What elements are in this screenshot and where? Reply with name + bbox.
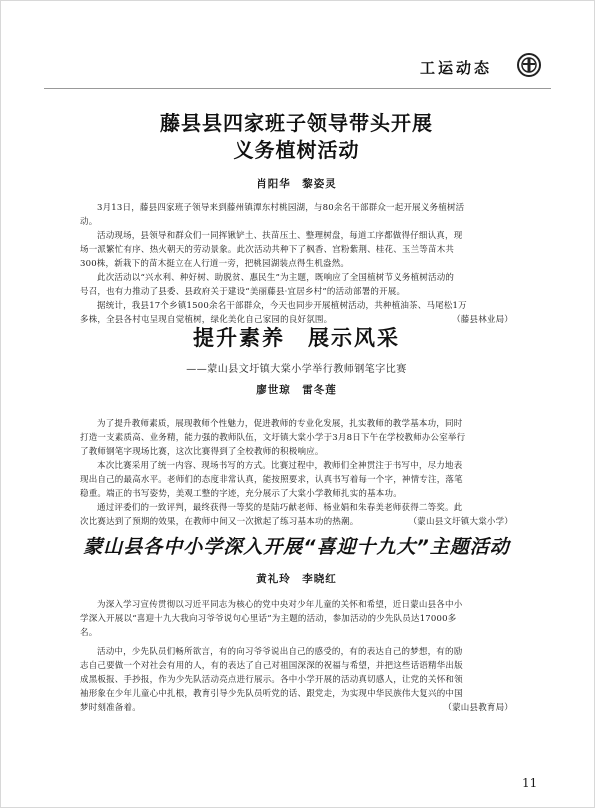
body-line: 本次比赛采用了统一内容、现场书写的方式。比赛过程中，教师们全神贯注于书写中，尽力地表 bbox=[97, 461, 463, 471]
body-line: 此次活动以“兴水利、种好树、助脱贫、惠民生”为主题，既响应了全国植树节义务植树活动的 bbox=[97, 273, 455, 283]
body-line: 现出自己的最高水平。老师们的态度非常认真，能按照要求，认真书写着每一个字，神情专注，落笔 bbox=[80, 475, 463, 485]
article-authors: 廖世琼 雷冬莲 bbox=[256, 384, 337, 396]
header-rule bbox=[44, 88, 551, 89]
article-source: （蒙山县教育局） bbox=[443, 703, 513, 713]
article-source: （藤县林业局） bbox=[452, 315, 513, 325]
body-line: 场一派繁忙有序、热火朝天的劳动景象。此次活动共种下了枫香、宫粉紫荆、桂花、玉兰等苗木共 bbox=[80, 245, 455, 255]
section-label: 工运动态 bbox=[420, 59, 493, 77]
body-line: 袖形象在少年儿童心中扎根，教育引导少先队员听党的话、跟党走，为实现中华民族伟大复兴的中国 bbox=[80, 689, 463, 699]
body-line: 3月13日，藤县四家班子领导来到藤州镇潭东村桃园湖，与80余名干部群众一起开展义务植树活 bbox=[97, 203, 465, 213]
body-line: 300株，新栽下的苗木挺立在人行道一旁，把桃园湖装点得生机盎然。 bbox=[80, 259, 350, 269]
article-title: 藤县县四家班子领导带头开展 bbox=[160, 111, 433, 135]
page-number: 11 bbox=[522, 776, 538, 790]
body-line: 活动中，少先队员们畅所欲言，有的向习爷爷说出自己的感受的，有的表达自己的梦想，有的励 bbox=[97, 647, 463, 657]
body-line: 为了提升教师素质，展现教师个性魅力，促进教师的专业化发展，扎实教师的教学基本功，同时 bbox=[97, 419, 463, 429]
body-line: 通过评委们的一致评判，最终获得一等奖的是陆巧献老师、杨业娟和朱春美老师获得二等奖。此 bbox=[97, 503, 463, 513]
body-line: 次比赛达到了预期的效果，在教师中间又一次掀起了练习基本功的热潮。 （蒙山县文圩镇大棠小学） bbox=[80, 517, 513, 527]
body-line: 稳重。端正的书写姿势，美观工整的字迹，充分展示了大棠小学教师扎实的基本功。 bbox=[80, 489, 402, 499]
article-title: 义务植树活动 bbox=[233, 138, 360, 162]
article-title: 提升素养 展示风采 bbox=[193, 326, 400, 350]
body-line: 成黑板报、手抄报，作为少先队活动亮点进行展示。各中小学开展的活动真切感人，让党的关怀和领 bbox=[80, 675, 463, 685]
body-line: 学深入开展以“喜迎十九大我向习爷爷说句心里话”为主题的活动，参加活动的少先队员达17000多 bbox=[80, 614, 457, 624]
body-line: 了教师钢笔字现场比赛，这次比赛得到了全校教师的积极响应。 bbox=[80, 447, 324, 457]
body-line: 多株，全县各村屯呈现自觉植树，绿化美化自己家园的良好氛围。 （藤县林业局） bbox=[80, 315, 513, 325]
body-line: 名。 bbox=[80, 628, 98, 638]
article-authors: 黄礼玲 李晓红 bbox=[256, 573, 337, 585]
union-emblem-icon bbox=[517, 53, 541, 77]
body-line: 号召，也有力推动了县委、县政府关于建设“美丽藤县·宜居乡村”的活动部署的开展。 bbox=[80, 287, 406, 297]
article-authors: 肖阳华 黎姿灵 bbox=[256, 178, 337, 190]
article-calligraphy-contest bbox=[80, 322, 513, 529]
body-line: 打造一支素质高、业务精，能力强的教师队伍，文圩镇大棠小学于3月8日下午在学校教师办公室举行 bbox=[80, 433, 466, 443]
body-line: 活动现场，县领导和群众们一同挥锹铲土、扶苗压土、整理树盘，每道工序都做得仔细认真，现 bbox=[97, 231, 463, 241]
article-source: （蒙山县文圩镇大棠小学） bbox=[408, 517, 513, 527]
article-subtitle: ——蒙山县文圩镇大棠小学举行教师钢笔字比赛 bbox=[186, 364, 407, 375]
body-line: 梦时刻准备着。 （蒙山县教育局） bbox=[80, 703, 513, 713]
body-line: 志自己要做一个对社会有用的人，有的表达了自己对祖国深深的祝福与希望，并把这些话语精华出版 bbox=[80, 661, 463, 671]
body-line: 据统计，我县17个乡镇1500余名干部群众，今天也同步开展植树活动，共种植油茶、马尾松1万 bbox=[97, 301, 467, 311]
body-line: 为深入学习宣传贯彻以习近平同志为核心的党中央对少年儿童的关怀和希望，近日蒙山县各中小 bbox=[97, 600, 463, 610]
article-title: 蒙山县各中小学深入开展“喜迎十九大”主题活动 bbox=[83, 536, 510, 558]
body-line: 动。 bbox=[80, 217, 98, 227]
article-tree-planting bbox=[80, 110, 513, 327]
article-party-congress-activity bbox=[80, 532, 513, 715]
